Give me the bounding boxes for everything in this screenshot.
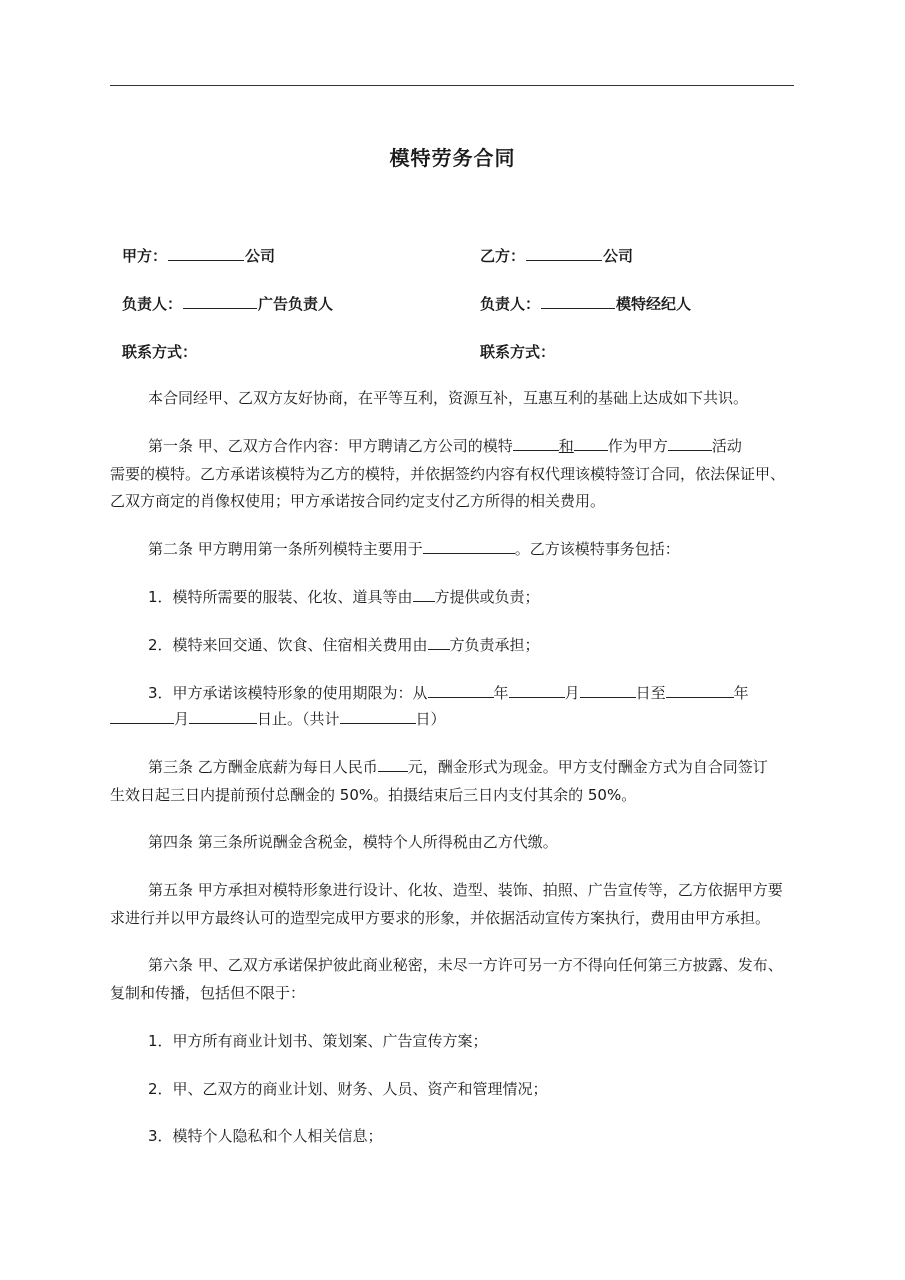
party-a-rep-blank xyxy=(183,293,257,309)
blank xyxy=(513,435,559,451)
article-3-text-b: 元，酬金形式为现金。甲方支付酬金方式为自合同签订 xyxy=(407,758,768,776)
article-4: 第四条 第三条所说酬金含税金，模特个人所得税由乙方代缴。 xyxy=(148,833,558,851)
article-1-line-3: 乙双方商定的肖像权使用；甲方承诺按合同约定支付乙方所得的相关费用。 xyxy=(110,492,606,510)
article-6-item-2: 2．甲、乙双方的商业计划、财务、人员、资产和管理情况； xyxy=(148,1080,548,1098)
party-b-blank xyxy=(526,245,602,261)
blank xyxy=(423,538,515,554)
party-b-rep-label: 负责人： xyxy=(480,295,541,313)
article-2-item-3-line-2 xyxy=(110,707,800,731)
year-label: 年 xyxy=(733,684,749,702)
blank xyxy=(189,708,257,724)
article-6-item-1: 1．甲方所有商业计划书、策划案、广告宣传方案； xyxy=(148,1032,488,1050)
article-1-text-d: 活动 xyxy=(711,437,742,455)
article-1-line-1 xyxy=(148,434,800,458)
article-6-line-2: 复制和传播，包括但不限于： xyxy=(110,984,306,1002)
party-a-rep-label: 负责人： xyxy=(122,295,183,313)
blank xyxy=(340,708,416,724)
item-text: 3．甲方承诺该模特形象的使用期限为：从 xyxy=(148,684,428,702)
article-3-line-1 xyxy=(148,755,800,779)
article-3-text-a: 第三条 乙方酬金底薪为每日人民币 xyxy=(148,758,378,776)
item-text: 1．模特所需要的服装、化妆、道具等由 xyxy=(148,588,413,606)
article-1-line-2: 需要的模特。乙方承诺该模特为乙方的模特，并依据签约内容有权代理该模特签订合同，依法保证甲、 xyxy=(110,465,786,483)
party-b-suffix: 公司 xyxy=(603,247,634,265)
party-a-suffix: 公司 xyxy=(245,247,276,265)
party-a-rep xyxy=(122,293,333,314)
article-6-item-3: 3．模特个人隐私和个人相关信息； xyxy=(148,1127,383,1145)
party-b-label: 乙方： xyxy=(480,247,526,265)
article-5-line-1: 第五条 甲方承担对模特形象进行设计、化妆、造型、装饰、拍照、广告宣传等，乙方依据甲方要 xyxy=(148,881,783,899)
party-a-label: 甲方： xyxy=(122,247,168,265)
blank xyxy=(413,586,435,602)
blank xyxy=(428,634,450,650)
article-2-item-3-line-1 xyxy=(148,681,800,705)
article-2-text-b: 。乙方该模特事务包括： xyxy=(514,540,680,558)
party-b-rep-suffix: 模特经纪人 xyxy=(616,295,692,313)
article-1-text-c: 作为甲方 xyxy=(607,437,668,455)
party-a-name xyxy=(122,245,275,266)
party-b-name xyxy=(480,245,633,266)
item-text: 方提供或负责； xyxy=(434,588,540,606)
blank xyxy=(509,682,565,698)
article-2-item-2 xyxy=(148,633,800,657)
year-label: 年 xyxy=(493,684,509,702)
party-a-blank xyxy=(168,245,244,261)
blank xyxy=(580,682,636,698)
article-3-line-2: 生效日起三日内提前预付总酬金的 50%。拍摄结束后三日内支付其余的 50%。 xyxy=(110,786,637,804)
article-2-text-a: 第二条 甲方聘用第一条所列模特主要用于 xyxy=(148,540,423,558)
party-a-contact: 联系方式： xyxy=(122,343,198,361)
day-close-label: 日） xyxy=(415,710,446,728)
article-2-item-1 xyxy=(148,585,800,609)
blank xyxy=(378,756,408,772)
article-2-line-1 xyxy=(148,537,800,561)
party-b-contact: 联系方式： xyxy=(480,343,556,361)
blank xyxy=(574,435,608,451)
article-5-line-2: 求进行并以甲方最终认可的造型完成甲方要求的形象，并依据活动宣传方案执行，费用由甲方承担。 xyxy=(110,909,771,927)
item-text: 2．模特来回交通、饮食、住宿相关费用由 xyxy=(148,636,428,654)
article-1-text-b: 和 xyxy=(558,437,574,455)
header-rule xyxy=(110,85,794,86)
party-a-rep-suffix: 广告负责人 xyxy=(258,295,334,313)
party-b-rep xyxy=(480,293,691,314)
day-end-label: 日止。（共计 xyxy=(257,710,340,728)
intro-paragraph: 本合同经甲、乙双方友好协商，在平等互利，资源互补，互惠互利的基础上达成如下共识。 xyxy=(148,389,749,407)
month-label: 月 xyxy=(564,684,580,702)
blank xyxy=(428,682,494,698)
month-label: 月 xyxy=(174,710,190,728)
day-to-label: 日至 xyxy=(635,684,666,702)
contract-title: 模特劳务合同 xyxy=(389,146,516,170)
blank xyxy=(110,708,174,724)
blank xyxy=(666,682,734,698)
article-6-line-1: 第六条 甲、乙双方承诺保护彼此商业秘密，未尽一方许可另一方不得向任何第三方披露、发布、 xyxy=(148,956,783,974)
item-text: 方负责承担； xyxy=(449,636,540,654)
article-1-text-a: 第一条 甲、乙双方合作内容：甲方聘请乙方公司的模特 xyxy=(148,437,513,455)
blank xyxy=(668,435,712,451)
party-b-rep-blank xyxy=(541,293,615,309)
